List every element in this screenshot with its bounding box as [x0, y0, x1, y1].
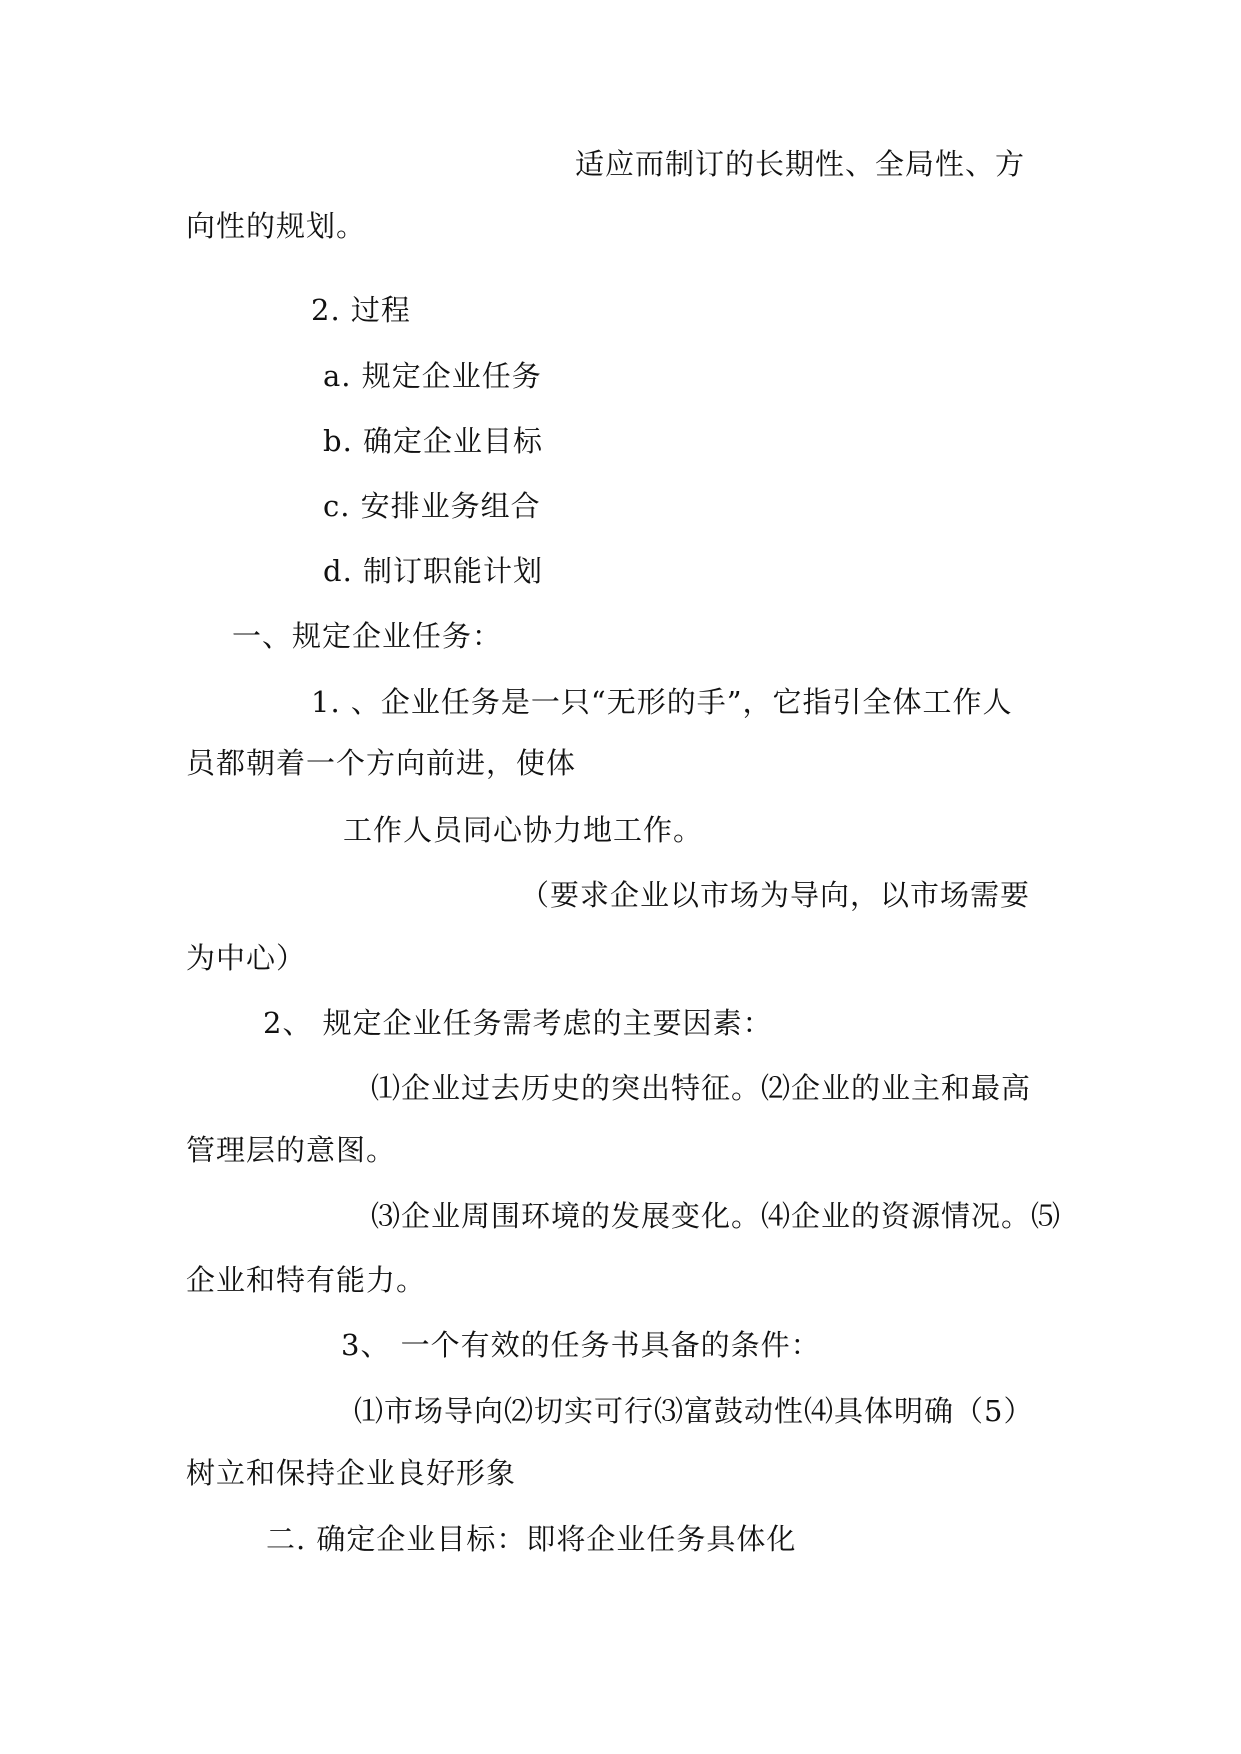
text-line-11: 工作人员同心协力地工作。	[343, 813, 704, 847]
subsection-heading-2: 2、 规定企业任务需考虑的主要因素：	[263, 1006, 773, 1040]
process-heading: 2. 过程	[311, 293, 411, 327]
process-step-c: c. 安排业务组合	[323, 489, 541, 523]
text-line-1: 适应而制订的长期性、全局性、方	[575, 147, 1026, 181]
text-line-21: 树立和保持企业良好形象	[186, 1456, 517, 1490]
text-line-9: 1. 、企业任务是一只“无形的手”，它指引全体工作人	[311, 685, 1013, 719]
process-step-b: b. 确定企业目标	[323, 424, 544, 458]
text-line-16: 管理层的意图。	[186, 1133, 397, 1167]
section-heading-2: 二. 确定企业目标：即将企业任务具体化	[266, 1522, 797, 1556]
text-line-17: ⑶企业周围环境的发展变化。⑷企业的资源情况。⑸	[371, 1199, 1062, 1233]
text-line-13: 为中心）	[186, 941, 307, 975]
text-line-12: （要求企业以市场为导向，以市场需要	[520, 878, 1031, 912]
text-line-20: ⑴市场导向⑵切实可行⑶富鼓动性⑷具体明确（5）	[354, 1394, 1034, 1428]
process-step-d: d. 制订职能计划	[323, 554, 544, 588]
text-line-15: ⑴企业过去历史的突出特征。⑵企业的业主和最高	[371, 1071, 1032, 1105]
section-heading-1: 一、规定企业任务：	[232, 619, 503, 653]
text-line-10: 员都朝着一个方向前进，使体	[186, 746, 577, 780]
text-line-18: 企业和特有能力。	[186, 1263, 427, 1297]
subsection-heading-3: 3、 一个有效的任务书具备的条件：	[341, 1328, 821, 1362]
text-line-2: 向性的规划。	[186, 209, 367, 243]
process-step-a: a. 规定企业任务	[323, 359, 542, 393]
